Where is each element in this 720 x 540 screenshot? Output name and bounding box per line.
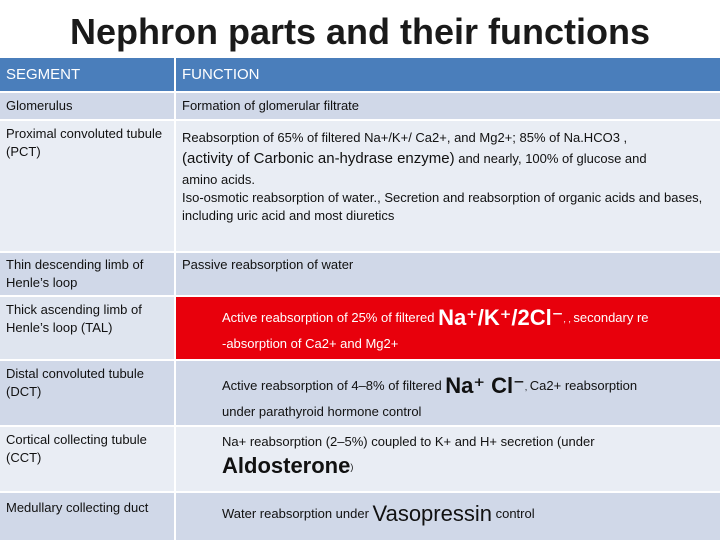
function-cell: [176, 361, 720, 425]
function-line: Na+ reabsorption (2–5%) coupled to K+ and H+ secretion (under: [222, 434, 595, 449]
function-separator: ,: [524, 382, 530, 392]
function-text: and nearly, 100% of glucose and: [454, 151, 647, 166]
table-row: [0, 93, 720, 119]
header-function: FUNCTION: [176, 58, 720, 91]
segment-cell: Medullary collecting duct: [0, 493, 174, 540]
table-row: [0, 427, 720, 491]
function-separator: ): [350, 462, 354, 472]
function-cell: [176, 493, 720, 540]
function-cell: [176, 297, 720, 359]
function-separator: , ,: [563, 314, 574, 324]
segment-cell: Glomerulus: [0, 93, 174, 119]
table-row: [0, 361, 720, 425]
ion-formula: Na⁺ Cl⁻: [445, 373, 525, 398]
function-line: [222, 501, 714, 526]
function-line: Iso-osmotic reabsorption of water., Secretion and reabsorption of organic acids and bases, including uric acid and most diuretics: [182, 190, 703, 223]
segment-cell: Thick ascending limb of Henle’s loop (TAL): [0, 297, 174, 359]
hormone-name: Vasopressin: [372, 501, 492, 526]
table-row: [0, 121, 720, 251]
table-row: [0, 493, 720, 540]
table-row: [0, 297, 720, 359]
segment-cell: Thin descending limb of Henle’s loop: [0, 253, 174, 295]
function-text: Water reabsorption under: [222, 506, 373, 521]
function-cell: Formation of glomerular filtrate: [176, 93, 720, 119]
header-segment: SEGMENT: [0, 58, 174, 91]
function-emphasis: (activity of Carbonic an-hydrase enzyme): [182, 150, 455, 167]
function-line: [222, 453, 714, 478]
table-header-row: [0, 58, 720, 91]
function-text: control: [491, 506, 535, 521]
function-cell: Passive reabsorption of water: [176, 253, 720, 295]
ion-formula: Na⁺/K⁺/2Cl⁻: [438, 305, 564, 330]
function-line: Reabsorption of 65% of filtered Na+/K+/ Ca2+, and Mg2+; 85% of Na.HCO3 ,: [182, 130, 628, 145]
function-line: under parathyroid hormone control: [222, 404, 422, 419]
segment-cell: Proximal convoluted tubule (PCT): [0, 121, 174, 251]
segment-cell: Distal convoluted tubule (DCT): [0, 361, 174, 425]
function-line: [182, 150, 714, 168]
function-line: [222, 305, 714, 330]
function-cell: [176, 121, 720, 251]
function-text: Ca2+ reabsorption: [529, 378, 638, 393]
function-line: amino acids.: [182, 172, 255, 187]
page-title: Nephron parts and their functions: [69, 11, 651, 52]
function-text: secondary re: [573, 310, 649, 325]
function-text: Active reabsorption of 25% of filtered: [222, 310, 439, 325]
hormone-name: Aldosterone: [222, 453, 351, 478]
function-cell: [176, 427, 720, 491]
function-line: -absorption of Ca2+ and Mg2+: [222, 336, 399, 351]
function-text: Active reabsorption of 4–8% of filtered: [222, 378, 446, 393]
function-line: [222, 373, 714, 398]
table-row: [0, 253, 720, 295]
segment-cell: Cortical collecting tubule (CCT): [0, 427, 174, 491]
